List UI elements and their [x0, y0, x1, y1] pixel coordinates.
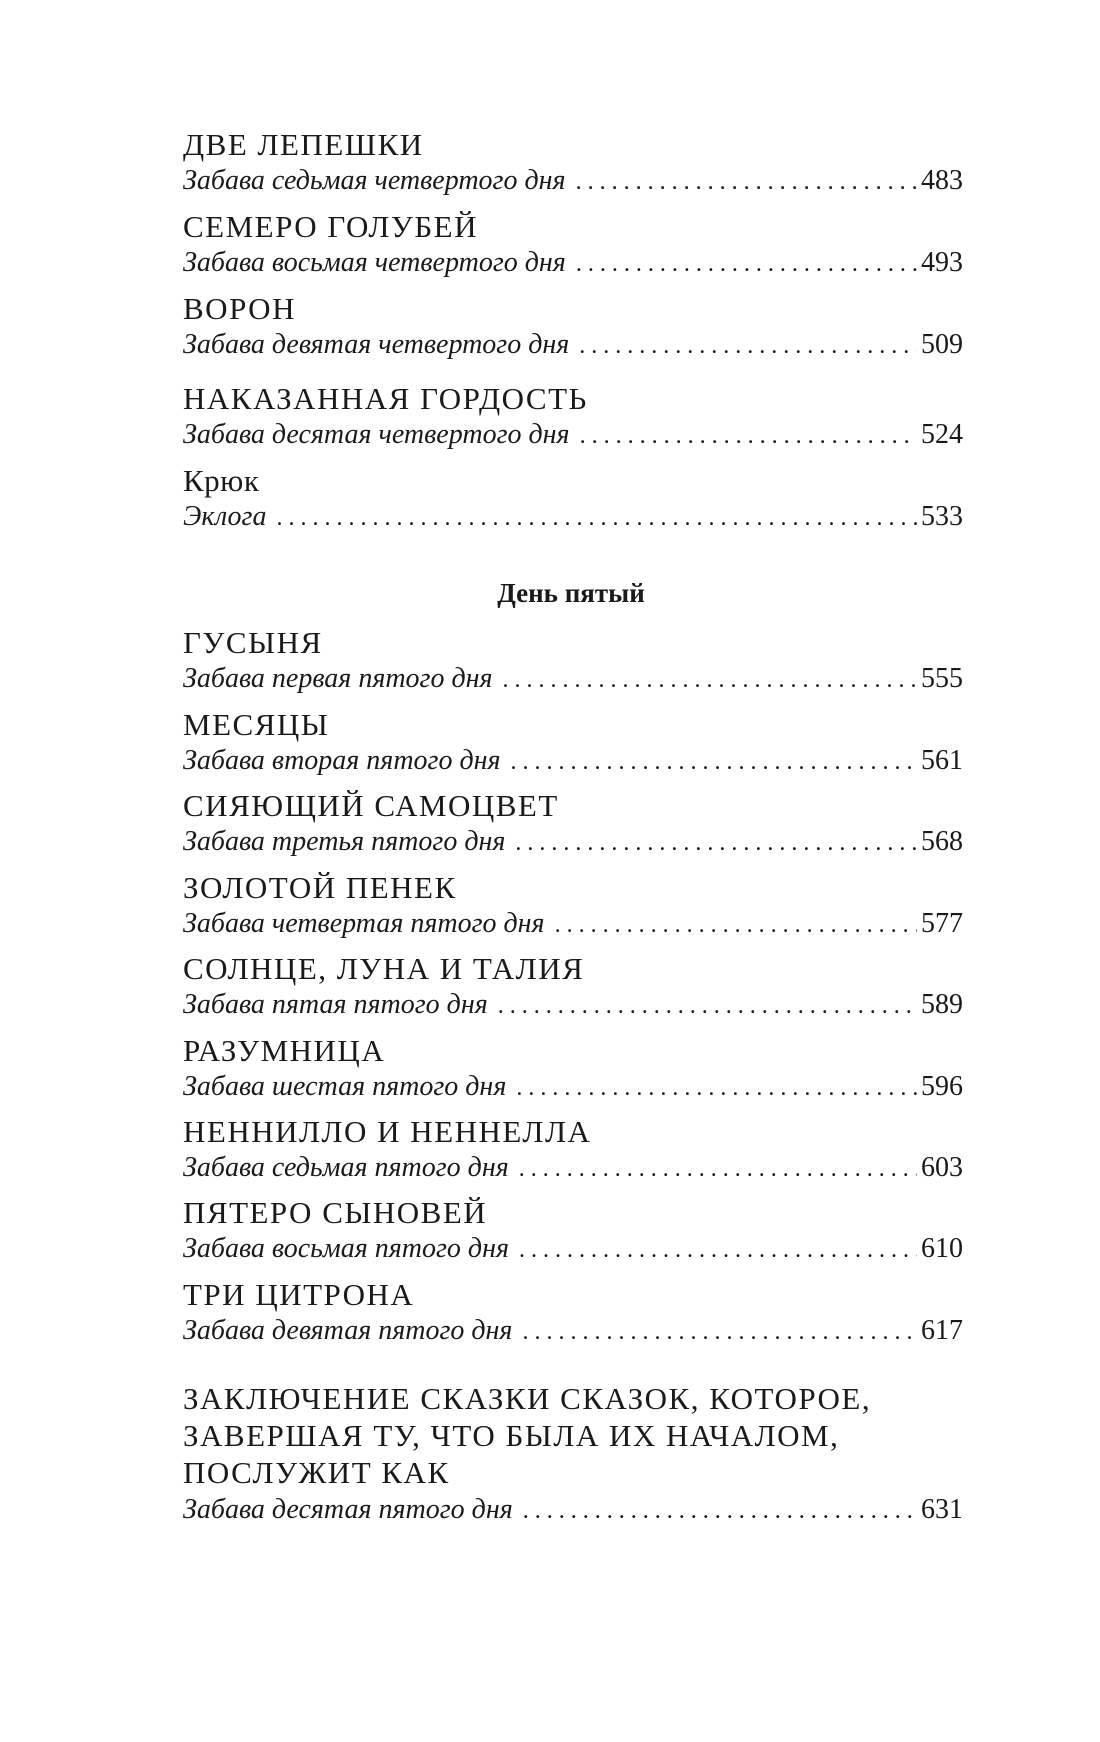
entry-subtitle: Забава восьмая пятого дня [183, 1233, 509, 1264]
entry-subtitle: Забава первая пятого дня [183, 663, 493, 694]
entry-page-number: 555 [921, 663, 963, 694]
entry-subtitle-row [183, 1151, 963, 1186]
entry-title: МЕСЯЦЫ [183, 707, 330, 742]
dot-leader [523, 1494, 917, 1528]
dot-leader [511, 745, 917, 779]
entry-subtitle-row [183, 1232, 963, 1267]
toc-entry[interactable] [183, 708, 963, 779]
dot-leader [515, 826, 917, 860]
entry-page-number: 483 [921, 165, 963, 196]
entry-title: ЗОЛОТОЙ ПЕНЕК [183, 870, 457, 905]
entry-subtitle-row [183, 418, 963, 453]
dot-leader [276, 501, 917, 535]
toc-entry[interactable] [183, 382, 963, 453]
entry-page-number: 610 [921, 1233, 963, 1264]
entry-subtitle: Забава девятая четвертого дня [183, 329, 570, 360]
dot-leader [516, 1071, 917, 1105]
dot-leader [580, 419, 917, 453]
toc-entry[interactable] [183, 128, 963, 199]
entry-page-number: 596 [921, 1071, 963, 1102]
toc-entry[interactable] [183, 1034, 963, 1105]
entry-subtitle: Забава шестая пятого дня [183, 1071, 507, 1102]
entry-subtitle: Эклога [183, 501, 267, 532]
toc-entry[interactable] [183, 1278, 963, 1349]
dot-leader [519, 1233, 917, 1267]
entry-subtitle: Забава десятая пятого дня [183, 1494, 513, 1525]
entry-subtitle-row [183, 744, 963, 779]
entry-title: ВОРОН [183, 291, 296, 326]
entry-title-line: ПОСЛУЖИТ КАК [183, 1455, 450, 1490]
entry-title-line: ЗАКЛЮЧЕНИЕ СКАЗКИ СКАЗОК, КОТОРОЕ, [183, 1381, 872, 1416]
entry-subtitle-row [183, 988, 963, 1023]
section-heading: День пятый [497, 578, 645, 608]
entry-title: ГУСЫНЯ [183, 625, 323, 660]
entry-page-number: 577 [921, 908, 963, 939]
entry-title: СЕМЕРО ГОЛУБЕЙ [183, 209, 478, 244]
entry-subtitle: Забава третья пятого дня [183, 826, 506, 857]
entry-subtitle: Забава восьмая четвертого дня [183, 247, 566, 278]
entry-title: ПЯТЕРО СЫНОВЕЙ [183, 1195, 488, 1230]
entry-title: РАЗУМНИЦА [183, 1033, 386, 1068]
entry-subtitle: Забава седьмая четвертого дня [183, 165, 566, 196]
entry-subtitle: Забава четвертая пятого дня [183, 908, 545, 939]
entry-subtitle-row [183, 500, 963, 535]
toc-entry[interactable] [183, 292, 963, 363]
entry-page-number: 631 [921, 1494, 963, 1525]
dot-leader [503, 663, 917, 697]
toc-entry[interactable] [183, 1196, 963, 1267]
toc-entry[interactable] [183, 789, 963, 860]
entry-title: НАКАЗАННАЯ ГОРДОСТЬ [183, 381, 588, 416]
toc-entry[interactable] [183, 464, 963, 535]
entry-subtitle-row [183, 1070, 963, 1105]
entry-subtitle: Забава девятая пятого дня [183, 1315, 513, 1346]
toc-entry[interactable] [183, 871, 963, 942]
entry-subtitle-row [183, 246, 963, 281]
entry-subtitle: Забава вторая пятого дня [183, 745, 501, 776]
toc-entry[interactable] [183, 210, 963, 281]
entry-page-number: 533 [921, 501, 963, 532]
entry-page-number: 509 [921, 329, 963, 360]
dot-leader [522, 1315, 917, 1349]
dot-leader [579, 329, 917, 363]
entry-subtitle-row [183, 1493, 963, 1528]
toc-entry[interactable] [183, 626, 963, 697]
entry-title-line: ЗАВЕРШАЯ ТУ, ЧТО БЫЛА ИХ НАЧАЛОМ, [183, 1418, 840, 1453]
entry-subtitle-row [183, 907, 963, 942]
entry-title: СОЛНЦЕ, ЛУНА И ТАЛИЯ [183, 951, 585, 986]
entry-subtitle: Забава седьмая пятого дня [183, 1152, 509, 1183]
entry-title: НЕННИЛЛО И НЕННЕЛЛА [183, 1114, 592, 1149]
entry-page-number: 617 [921, 1315, 963, 1346]
entry-title: Крюк [183, 463, 260, 498]
entry-title: ТРИ ЦИТРОНА [183, 1277, 415, 1312]
toc-entry[interactable] [183, 952, 963, 1023]
dot-leader [498, 989, 917, 1023]
entry-page-number: 524 [921, 419, 963, 450]
entry-page-number: 493 [921, 247, 963, 278]
entry-subtitle-row [183, 328, 963, 363]
entry-subtitle: Забава пятая пятого дня [183, 989, 488, 1020]
dot-leader [576, 165, 917, 199]
entry-title: СИЯЮЩИЙ САМОЦВЕТ [183, 788, 559, 823]
entry-subtitle-row [183, 662, 963, 697]
entry-title: ДВЕ ЛЕПЕШКИ [183, 127, 424, 162]
entry-page-number: 589 [921, 989, 963, 1020]
toc-entry-final[interactable] [183, 1380, 963, 1528]
entry-page-number: 603 [921, 1152, 963, 1183]
entry-page-number: 568 [921, 826, 963, 857]
entry-subtitle-row [183, 825, 963, 860]
dot-leader [576, 247, 917, 281]
entry-subtitle-row [183, 1314, 963, 1349]
toc-entry[interactable] [183, 1115, 963, 1186]
entry-subtitle-row [183, 164, 963, 199]
entry-page-number: 561 [921, 745, 963, 776]
entry-subtitle: Забава десятая четвертого дня [183, 419, 570, 450]
dot-leader [519, 1152, 917, 1186]
dot-leader [555, 908, 917, 942]
